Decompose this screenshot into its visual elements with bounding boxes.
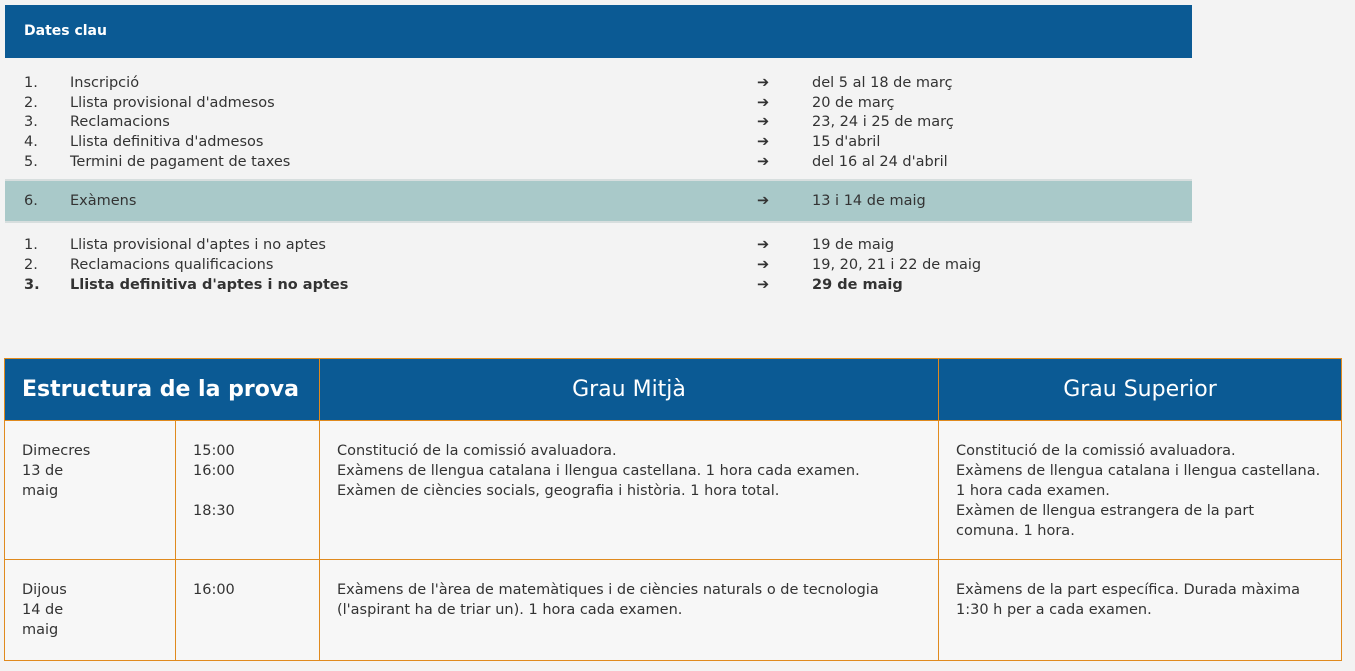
- time-line: 16:00: [193, 582, 235, 598]
- date-num: 1.: [24, 75, 38, 91]
- mitja-cell: [320, 560, 939, 661]
- day-line: 14 de: [22, 602, 64, 618]
- col-grau-superior: Grau Superior: [939, 359, 1342, 421]
- date-label: Exàmens: [70, 193, 137, 209]
- superior-line: comuna. 1 hora.: [956, 523, 1075, 539]
- date-value: 19, 20, 21 i 22 de maig: [812, 257, 982, 273]
- date-row: [5, 235, 1192, 255]
- mitja-cell: [320, 421, 939, 560]
- date-row: [5, 275, 1192, 295]
- arrow-icon: ➔: [757, 277, 770, 293]
- mitja-line: Exàmen de ciències socials, geografia i història. 1 hora total.: [337, 483, 780, 499]
- mitja-line: Exàmens de l'àrea de matemàtiques i de ciències naturals o de tecnologia: [337, 582, 879, 598]
- table-row: [5, 421, 1342, 560]
- date-value: del 5 al 18 de març: [812, 75, 953, 91]
- date-label: Llista definitiva d'admesos: [70, 134, 264, 150]
- arrow-icon: ➔: [757, 237, 770, 253]
- date-value: del 16 al 24 d'abril: [812, 154, 948, 170]
- arrow-icon: ➔: [757, 193, 770, 209]
- day-line: maig: [22, 622, 59, 638]
- superior-line: Constitució de la comissió avaluadora.: [956, 443, 1236, 459]
- day-line: Dimecres: [22, 443, 91, 459]
- arrow-icon: ➔: [757, 154, 770, 170]
- date-row: [5, 112, 1192, 132]
- table-row: [5, 560, 1342, 661]
- superior-line: 1:30 h per a cada examen.: [956, 602, 1152, 618]
- time-cell: [176, 560, 320, 661]
- date-num: 2.: [24, 95, 38, 111]
- superior-line: 1 hora cada examen.: [956, 483, 1110, 499]
- date-label: Llista provisional d'aptes i no aptes: [70, 237, 326, 253]
- date-value: 15 d'abril: [812, 134, 881, 150]
- date-label: Reclamacions: [70, 114, 170, 130]
- date-value: 23, 24 i 25 de març: [812, 114, 954, 130]
- date-row: [5, 73, 1192, 93]
- superior-line: Exàmen de llengua estrangera de la part: [956, 503, 1255, 519]
- date-row: [5, 93, 1192, 113]
- structure-table: [4, 358, 1342, 661]
- date-label: Inscripció: [70, 75, 140, 91]
- dates-header: [5, 5, 1192, 58]
- day-line: Dijous: [22, 582, 67, 598]
- mitja-line: Exàmens de llengua catalana i llengua castellana. 1 hora cada examen.: [337, 463, 860, 479]
- time-line: 16:00: [193, 463, 235, 479]
- arrow-icon: ➔: [757, 134, 770, 150]
- arrow-icon: ➔: [757, 95, 770, 111]
- date-num: 6.: [24, 193, 38, 209]
- time-line: [193, 481, 303, 501]
- date-label: Llista provisional d'admesos: [70, 95, 275, 111]
- date-label: Llista definitiva d'aptes i no aptes: [70, 277, 349, 293]
- date-value: 19 de maig: [812, 237, 895, 253]
- date-row: [5, 255, 1192, 275]
- superior-cell: [939, 560, 1342, 661]
- date-num: 3.: [24, 114, 38, 130]
- day-cell: [5, 421, 176, 560]
- day-cell: [5, 560, 176, 661]
- structure-header-row: [5, 359, 1342, 421]
- superior-line: Exàmens de la part específica. Durada màxima: [956, 582, 1300, 598]
- time-line: 15:00: [193, 443, 235, 459]
- superior-cell: [939, 421, 1342, 560]
- arrow-icon: ➔: [757, 257, 770, 273]
- dates-title: Dates clau: [24, 23, 107, 39]
- arrow-icon: ➔: [757, 75, 770, 91]
- superior-line: Exàmens de llengua catalana i llengua castellana.: [956, 463, 1321, 479]
- date-row: [5, 152, 1192, 172]
- arrow-icon: ➔: [757, 114, 770, 130]
- date-num: 5.: [24, 154, 38, 170]
- structure-title: Estructura de la prova: [5, 359, 320, 421]
- mitja-line: Constitució de la comissió avaluadora.: [337, 443, 617, 459]
- time-cell: [176, 421, 320, 560]
- date-label: Termini de pagament de taxes: [70, 154, 291, 170]
- col-grau-mitja: Grau Mitjà: [320, 359, 939, 421]
- day-line: maig: [22, 483, 59, 499]
- date-num: 1.: [24, 237, 38, 253]
- date-value: 20 de març: [812, 95, 895, 111]
- date-value: 13 i 14 de maig: [812, 193, 926, 209]
- date-num: 2.: [24, 257, 38, 273]
- day-line: 13 de: [22, 463, 64, 479]
- date-label: Reclamacions qualificacions: [70, 257, 274, 273]
- exams-row: [5, 179, 1192, 223]
- mitja-line: (l'aspirant ha de triar un). 1 hora cada examen.: [337, 602, 683, 618]
- date-num: 3.: [24, 277, 40, 293]
- date-row: [5, 132, 1192, 152]
- date-value: 29 de maig: [812, 277, 903, 293]
- date-num: 4.: [24, 134, 38, 150]
- time-line: 18:30: [193, 503, 235, 519]
